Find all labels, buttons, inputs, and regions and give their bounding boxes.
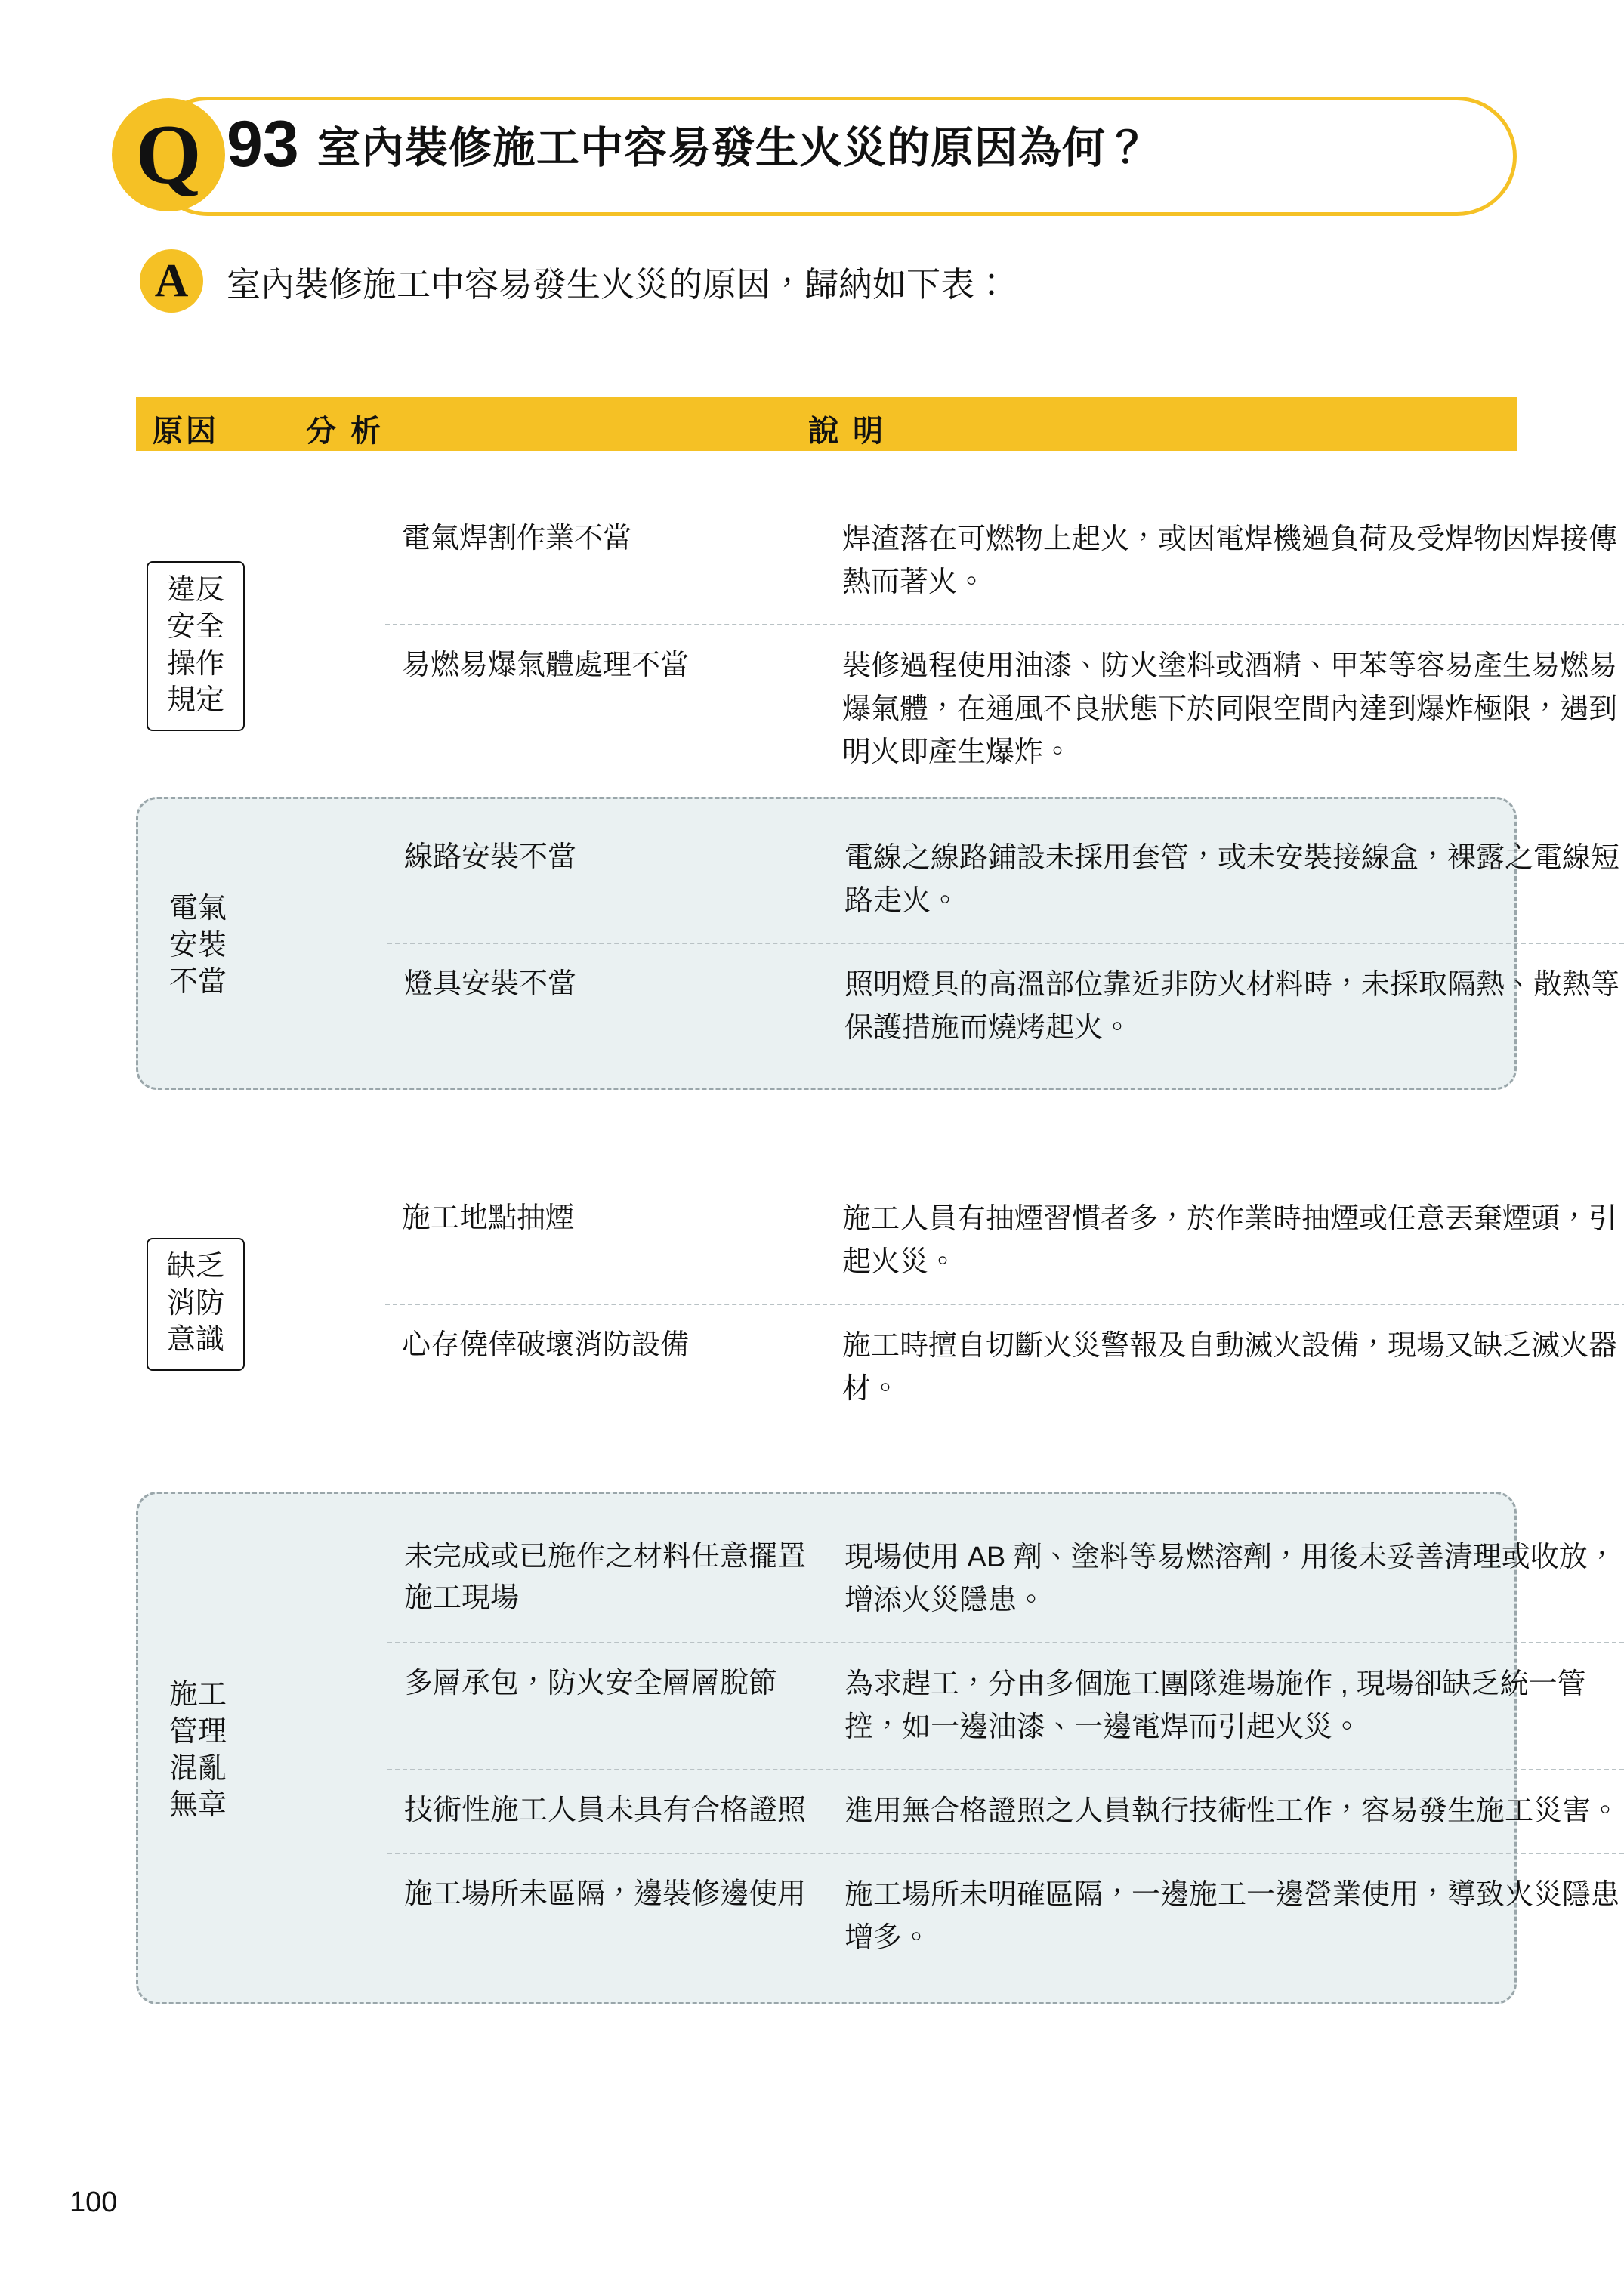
cell-description: 為求趕工，分由多個施工團隊進場施作 , 現場卻缺乏統一管控，如一邊油漆、一邊電焊而引起火災。: [844, 1668, 1586, 1743]
table-header-cause: 原因: [153, 415, 219, 448]
table-header-description: 說 明: [808, 415, 887, 448]
table-group-rows: [385, 498, 1624, 794]
cell-analysis: 心存僥倖破壞消防設備: [402, 1329, 690, 1361]
table-row: [385, 1178, 1624, 1304]
answer-text: 室內裝修施工中容易發生火災的原因，歸納如下表：: [227, 265, 1009, 304]
cell-description: 照明燈具的高溫部位靠近非防火材料時，未採取隔熱、散熱等保護措施而燒烤起火。: [844, 969, 1620, 1044]
cell-description: 進用無合格證照之人員執行技術性工作，容易發生施工災害。: [844, 1795, 1620, 1827]
cell-analysis: 施工地點抽煙: [402, 1202, 575, 1234]
question-badge: Q: [112, 98, 225, 211]
cell-description: 電線之線路鋪設未採用套管，或未安裝接線盒，裸露之電線短路走火。: [844, 842, 1620, 917]
cell-description: 現場使用 AB 劑、塗料等易燃溶劑，用後未妥善清理或收放，增添火災隱患。: [844, 1542, 1616, 1616]
cell-analysis: 線路安裝不當: [404, 841, 577, 873]
table-group-rows: [387, 799, 1624, 1088]
group-label: 違反 安全 操作 規定: [147, 561, 245, 731]
table-group: [136, 1178, 1618, 1430]
table-row: [385, 1304, 1624, 1430]
cell-description: 施工時擅自切斷火災警報及自動滅火設備，現場又缺乏滅火器材。: [842, 1330, 1618, 1405]
table-header-bar: [136, 397, 1517, 451]
table-row: [385, 498, 1624, 624]
answer-badge: A: [140, 249, 203, 313]
group-label: 電氣 安裝 不當: [168, 893, 227, 998]
cell-description: 裝修過程使用油漆、防火塗料或酒精、甲苯等容易產生易燃易爆氣體，在通風不良狀態下於同限空間內達到爆炸極限，遇到明火即產生爆炸。: [842, 650, 1618, 768]
table-row: [387, 1769, 1624, 1853]
table-group: [136, 797, 1620, 1090]
cell-analysis: 電氣焊割作業不當: [402, 523, 632, 554]
group-label: 缺乏 消防 意識: [147, 1238, 245, 1371]
table-row: [387, 1517, 1624, 1642]
cell-analysis: 易燃易爆氣體處理不當: [402, 650, 690, 681]
cell-analysis: 技術性施工人員未具有合格證照: [404, 1795, 807, 1826]
question-text: 室內裝修施工中容易發生火災的原因為何？: [317, 124, 1150, 172]
table-group: [136, 1492, 1620, 2004]
cell-analysis: 未完成或已施作之材料任意擺置施工現場: [404, 1541, 807, 1615]
cell-analysis: 施工場所未區隔，邊裝修邊使用: [404, 1878, 807, 1910]
group-label: 施工 管理 混亂 無章: [168, 1679, 227, 1822]
cell-description: 施工場所未明確區隔，一邊施工一邊營業使用，導致火災隱患增多。: [844, 1879, 1620, 1954]
table-row: [387, 1642, 1624, 1769]
table-row: [385, 624, 1624, 794]
cell-analysis: 燈具安裝不當: [404, 968, 577, 1000]
cell-description: 焊渣落在可燃物上起火，或因電焊機過負荷及受焊物因焊接傳熱而著火。: [842, 523, 1618, 598]
table-row: [387, 1853, 1624, 1980]
table-row: [387, 943, 1624, 1069]
table-group: [136, 498, 1618, 794]
cell-description: 施工人員有抽煙習慣者多，於作業時抽煙或任意丟棄煙頭，引起火災。: [842, 1203, 1618, 1278]
table-header-analysis: 分 析: [306, 415, 384, 448]
table-group-rows: [387, 1494, 1624, 2002]
table-row: [387, 817, 1624, 943]
question-number: 93: [227, 108, 299, 181]
table-group-rows: [385, 1178, 1624, 1430]
page-number: 100: [69, 2187, 118, 2218]
cell-analysis: 多層承包，防火安全層層脫節: [404, 1668, 778, 1699]
